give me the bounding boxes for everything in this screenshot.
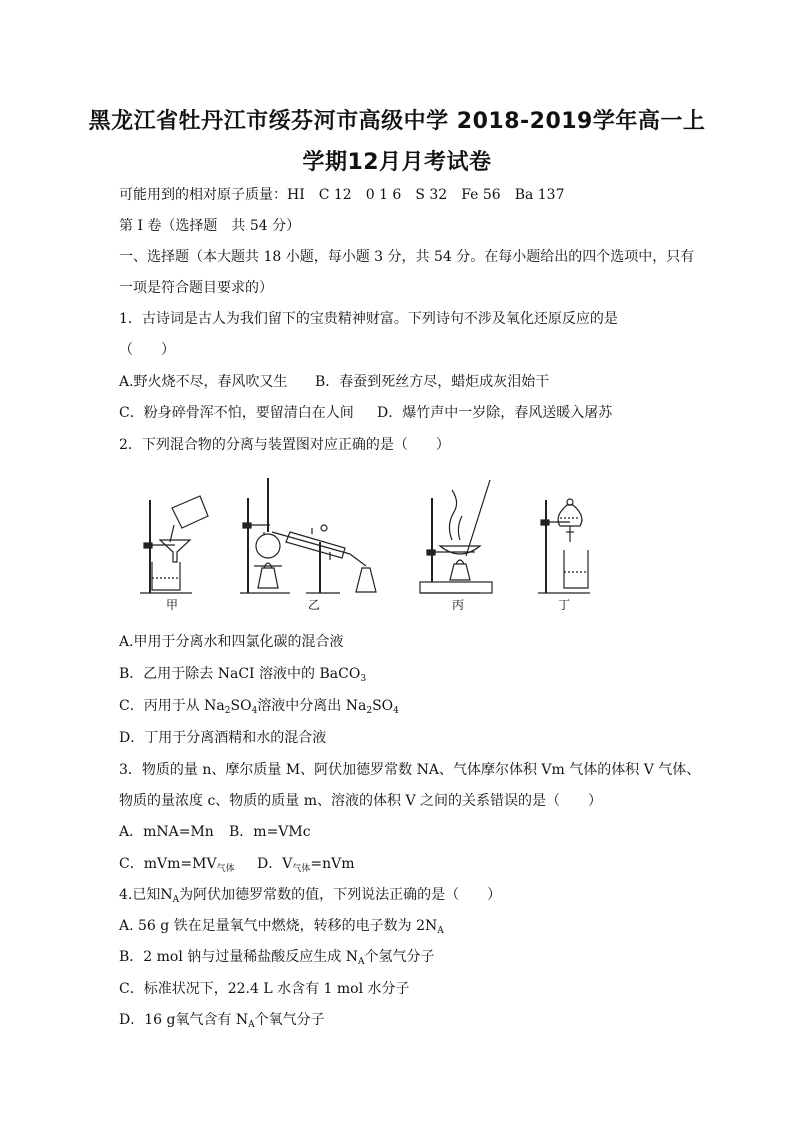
q2-option-c-text4: SO: [372, 698, 394, 714]
q1-option-a: A.野火烧不尽，春风吹又生: [119, 374, 288, 390]
q4-stem-text2: 为阿伏加德罗常数的值，下列说法正确的是（ ）: [179, 887, 502, 903]
q3-option-d: [257, 855, 355, 873]
q3-stem-line1: 3．物质的量 n、摩尔质量 M、阿伏加德罗常数 NA、气体摩尔体积 Vm 气体的体积 V 气体、: [119, 762, 701, 778]
q2-stem: 2．下列混合物的分离与装置图对应正确的是（ ）: [119, 437, 450, 453]
q4-option-d: [119, 1011, 689, 1029]
q4-option-a: [119, 917, 689, 935]
q1-option-c: C．粉身碎骨浑不怕，要留清白在人间: [119, 405, 354, 421]
q4-option-d-subscript: A: [248, 1020, 255, 1030]
q3-option-d-subscript: 气体: [292, 864, 311, 874]
figure-label-ding: 丁: [558, 598, 571, 612]
atomic-masses-note: 可能用到的相对原子质量：HI C 12 0 1 6 S 32 Fe 56 Ba 137: [119, 187, 565, 203]
q4-stem-text1: 4.已知N: [119, 887, 173, 903]
q4-option-b-subscript: A: [357, 957, 365, 967]
q4-option-a-subscript: A: [437, 926, 444, 936]
apparatus-diagram: [130, 470, 630, 620]
document-title-line1: 黑龙江省牡丹江市绥芬河市高级中学 2018-2019学年高一上: [88, 109, 706, 134]
q3-option-c-subscript: 气体: [216, 864, 235, 874]
q4-option-c: C．标准状况下，22.4 L 水含有 1 mol 水分子: [119, 981, 410, 997]
q2-option-b-subscript: 3: [360, 674, 367, 684]
q3-option-d-text2: =nVm: [310, 856, 355, 872]
q2-option-b-text: B．乙用于除去 NaCI 溶液中的 BaCO: [119, 666, 361, 682]
q1-option-d: D．爆竹声中一岁除，春风送暖入屠苏: [377, 405, 613, 421]
q2-option-c: [119, 697, 689, 715]
section1-instructions-line1: 一、选择题（本大题共 18 小题，每小题 3 分，共 54 分。在每小题给出的四个选项中，只有: [119, 249, 695, 265]
q4-option-a-text: A. 56 g 铁在足量氧气中燃烧，转移的电子数为 2N: [119, 918, 438, 934]
figure-label-jia: 甲: [166, 598, 179, 612]
document-title-line2: 学期12月月考试卷: [302, 150, 492, 175]
q2-option-c-sub3: 2: [366, 706, 373, 716]
q1-options-row2: [119, 404, 689, 422]
apparatus-ding: [538, 499, 590, 593]
q2-option-c-text3: 溶液中分离出 Na: [257, 698, 367, 714]
apparatus-bing: [420, 480, 492, 593]
q3-option-d-text: D．V: [257, 856, 293, 872]
q3-options-row1: [119, 823, 689, 841]
q1-stem-line1: 1．古诗词是古人为我们留下的宝贵精神财富。下列诗句不涉及氧化还原反应的是: [119, 311, 618, 327]
figure-label-yi: 乙: [308, 598, 321, 612]
part1-heading: 第 I 卷（选择题 共 54 分）: [119, 218, 301, 234]
q4-option-d-text: D．16 g氧气含有 N: [119, 1012, 249, 1028]
apparatus-jia: [140, 496, 208, 593]
q2-option-a: A.甲用于分离水和四氯化碳的混合液: [119, 634, 344, 650]
section1-instructions-line2: 一项是符合题目要求的）: [119, 280, 273, 296]
q2-option-c-sub4: 4: [393, 706, 399, 716]
q2-option-c-sub2: 4: [251, 706, 258, 716]
q3-option-a: A．mNA=Mn: [119, 824, 214, 840]
q4-option-b: [119, 948, 689, 966]
q2-option-d: D．丁用于分离酒精和水的混合液: [119, 730, 327, 746]
q4-stem: [119, 886, 689, 904]
q3-option-c: [119, 856, 235, 872]
apparatus-figure: [130, 470, 630, 620]
q3-option-c-text: C．mVm=MV: [119, 856, 217, 872]
q2-option-c-text1: C．丙用于从 Na: [119, 698, 225, 714]
q2-option-b: [119, 665, 689, 683]
q1-option-b: B．春蚕到死丝方尽，蜡炬成灰泪始干: [315, 374, 550, 390]
q4-option-d-text2: 个氧气分子: [254, 1012, 325, 1028]
q4-option-b-text2: 个氢气分子: [364, 949, 435, 965]
q2-option-c-text2: SO: [230, 698, 252, 714]
q1-options-row1: [119, 373, 689, 391]
q1-stem-line2: （ ）: [119, 342, 175, 358]
q2-option-c-sub1: 2: [224, 706, 231, 716]
q3-option-b: B．m=VMc: [229, 824, 311, 840]
figure-label-bing: 丙: [452, 598, 465, 612]
q3-options-row2: [119, 855, 689, 873]
q4-option-b-text: B．2 mol 钠与过量稀盐酸反应生成 N: [119, 949, 358, 965]
q3-stem-line2: 物质的量浓度 c、物质的质量 m、溶液的体积 V 之间的关系错误的是（ ）: [119, 793, 603, 809]
q4-stem-subscript: A: [172, 895, 180, 905]
apparatus-yi: [240, 478, 376, 593]
